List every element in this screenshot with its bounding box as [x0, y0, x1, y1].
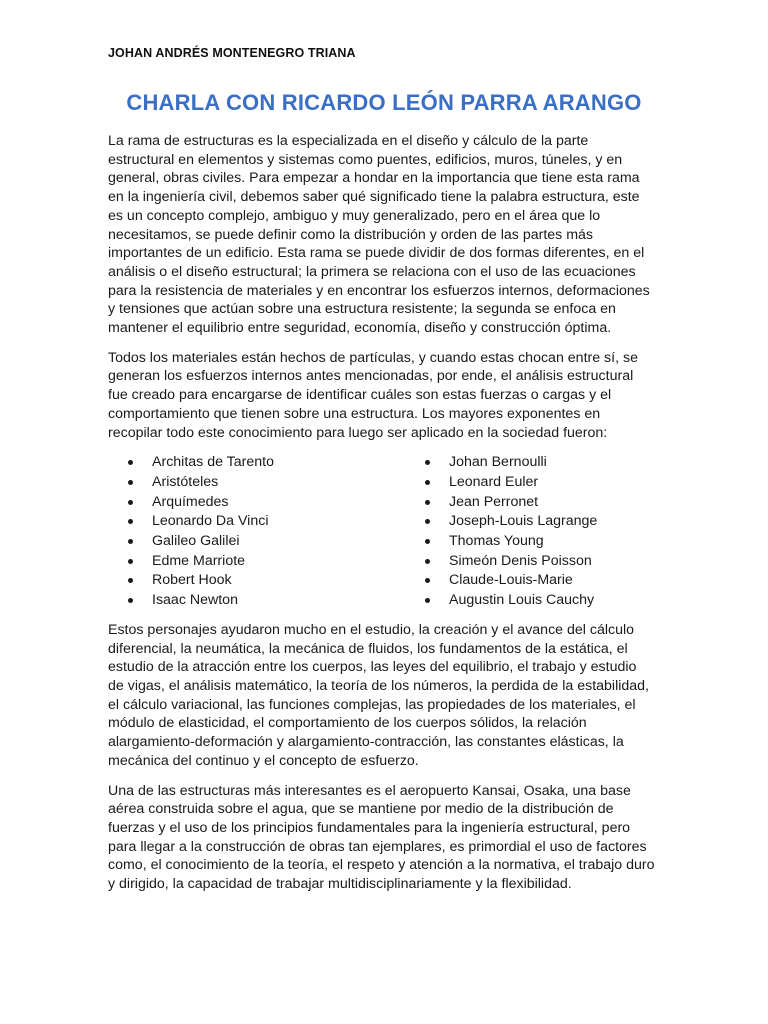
bullet-icon: [425, 519, 430, 524]
bullet-icon: [425, 500, 430, 505]
bullet-icon: [128, 480, 133, 485]
list-item: Leonard Euler: [425, 473, 656, 493]
exponents-list-left: [108, 453, 405, 611]
bullet-icon: [128, 559, 133, 564]
bullet-icon: [425, 460, 430, 465]
document-title: CHARLA CON RICARDO LEÓN PARRA ARANGO: [126, 90, 642, 115]
list-item: Aristóteles: [128, 473, 405, 493]
bullet-icon: [425, 539, 430, 544]
exponents-list-right: [405, 453, 656, 611]
list-item: Augustin Louis Cauchy: [425, 591, 656, 611]
paragraph-materials: Todos los materiales están hechos de partículas, y cuando estas chocan entre sí, se generan los esfuerzos internos antes mencionadas, por ende, el análisis estructural fue creado para encargarse de identificar cuáles son estas fuerzas o cargas y el comportamiento que tienen sobre una estructura. Los mayores exponentes en recopilar todo este conocimiento para luego ser aplicado en la sociedad fueron:: [108, 349, 638, 441]
bullet-icon: [425, 598, 430, 603]
bullet-icon: [425, 559, 430, 564]
list-item: Edme Marriote: [128, 552, 405, 572]
author-name: JOHAN ANDRÉS MONTENEGRO TRIANA: [108, 46, 356, 60]
list-item: Robert Hook: [128, 571, 405, 591]
list-item: Architas de Tarento: [128, 453, 405, 473]
list-item: Joseph-Louis Lagrange: [425, 512, 656, 532]
list-item: Jean Perronet: [425, 493, 656, 513]
paragraph-intro: La rama de estructuras es la especializada en el diseño y cálculo de la parte estructural en elementos y sistemas como puentes, edificios, muros, túneles, y en general, obras civiles. Para empezar a hondar en la importancia que tiene esta rama en la ingeniería civil, debemos saber qué significado tiene la palabra estructura, este es un concepto complejo, ambiguo y muy generalizado, pero en el área que lo necesitamos, se puede definir como la distribución y orden de las partes más importantes de un edificio. Esta rama se puede dividir de dos formas diferentes, en el análisis o el diseño estructural; la primera se relaciona con el uso de las ecuaciones para la resistencia de materiales y en encontrar los esfuerzos internos, deformaciones y tensiones que actúan sobre una estructura resistente; la segunda se enfoca en mantener el equilibrio entre seguridad, economía, diseño y construcción óptima.: [108, 133, 650, 337]
list-item: Thomas Young: [425, 532, 656, 552]
list-item: Johan Bernoulli: [425, 453, 656, 473]
list-item: Arquímedes: [128, 493, 405, 513]
bullet-icon: [128, 500, 133, 505]
bullet-icon: [128, 578, 133, 583]
exponents-lists: [108, 453, 656, 611]
bullet-icon: [425, 578, 430, 583]
list-item: Simeón Denis Poisson: [425, 552, 656, 572]
bullet-icon: [425, 480, 430, 485]
list-item: Claude-Louis-Marie: [425, 571, 656, 591]
paragraph-contributions: Estos personajes ayudaron mucho en el estudio, la creación y el avance del cálculo diferencial, la neumática, la mecánica de fluidos, los fundamentos de la estática, el estudio de la atracción entre los cuerpos, las leyes del equilibrio, el trabajo y estudio de vigas, el análisis matemático, la teoría de los números, la perdida de la estabilidad, el cálculo variacional, las funciones complejas, las propiedades de los materiales, el módulo de elasticidad, el comportamiento de los cuerpos sólidos, la relación alargamiento-deformación y alargamiento-contracción, las constantes elásticas, la mecánica del continuo y el concepto de esfuerzo.: [108, 621, 650, 769]
bullet-icon: [128, 598, 133, 603]
list-item: Galileo Galilei: [128, 532, 405, 552]
paragraph-kansai: Una de las estructuras más interesantes es el aeropuerto Kansai, Osaka, una base aérea construida sobre el agua, que se mantiene por medio de la distribución de fuerzas y el uso de los principios fundamentales para la ingeniería estructural, pero para llegar a la construcción de obras tan ejemplares, es primordial el uso de factores como, el conocimiento de la teoría, el respeto y atención a la normativa, el trabajo duro y dirigido, la capacidad de trabajar multidisciplinariamente y la flexibilidad.: [108, 782, 655, 893]
list-item: Leonardo Da Vinci: [128, 512, 405, 532]
list-item: Isaac Newton: [128, 591, 405, 611]
bullet-icon: [128, 460, 133, 465]
document-body: [108, 132, 656, 894]
bullet-icon: [128, 539, 133, 544]
bullet-icon: [128, 519, 133, 524]
